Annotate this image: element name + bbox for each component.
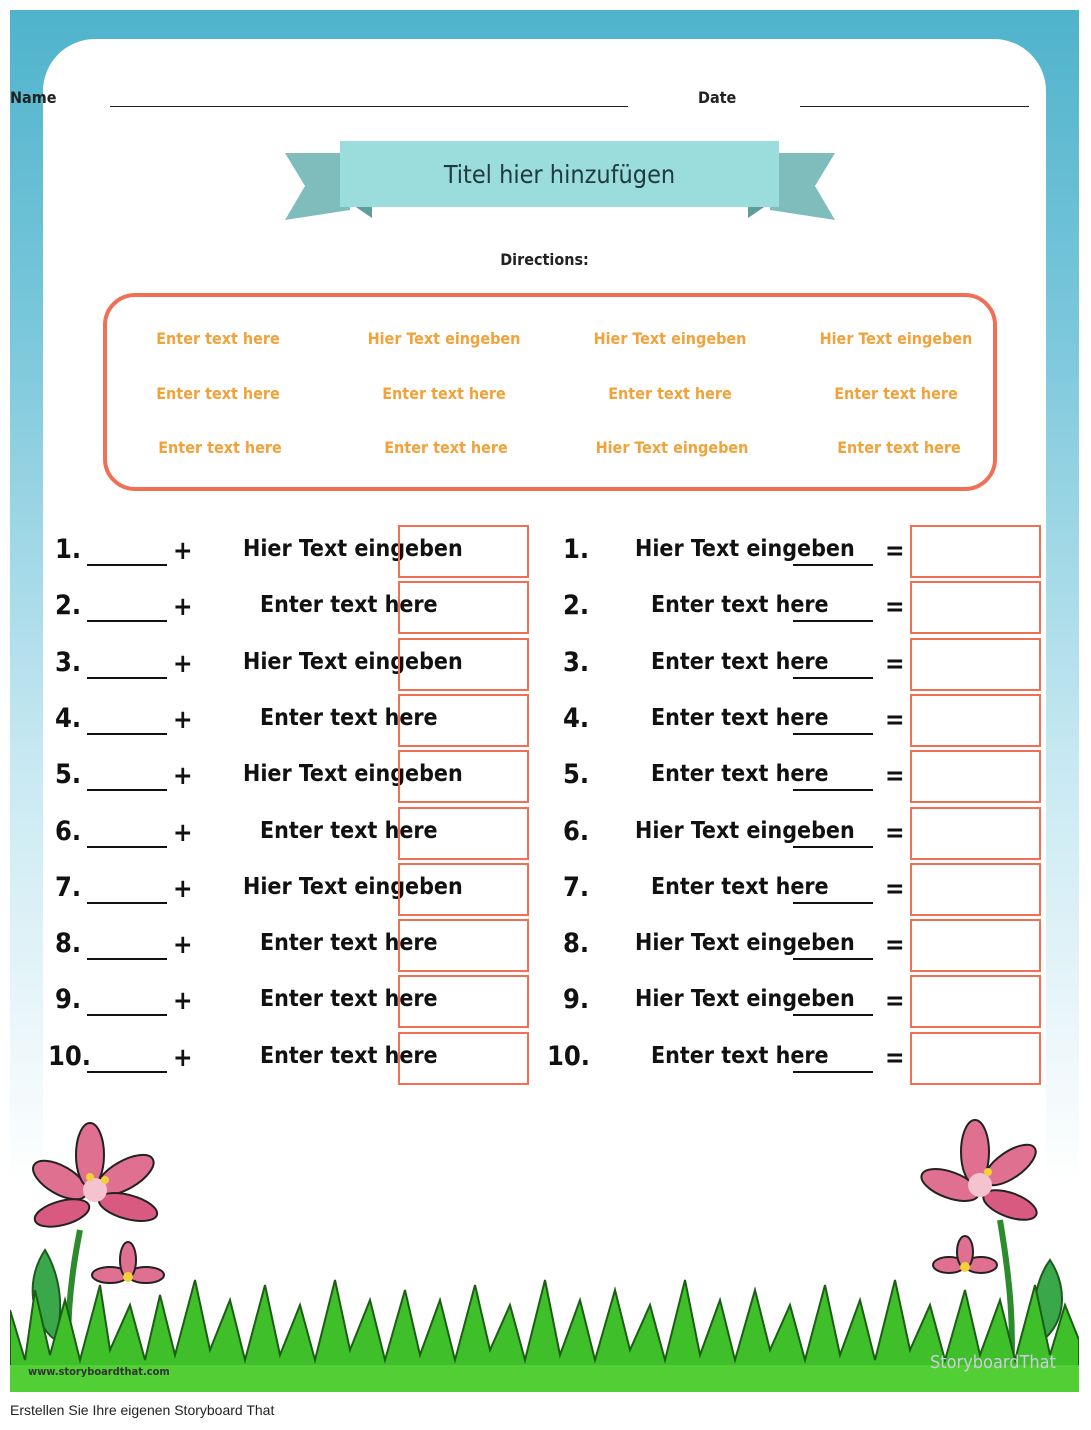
left-answer-box[interactable] <box>398 581 529 634</box>
word-bank-item[interactable]: Enter text here <box>608 384 732 403</box>
right-answer-blank[interactable] <box>793 733 873 735</box>
right-problem-text[interactable]: Enter text here <box>651 1042 829 1069</box>
word-bank-item[interactable]: Enter text here <box>384 438 508 457</box>
left-problem-number: 3. <box>55 646 82 678</box>
left-problem-text[interactable]: Enter text here <box>260 704 438 731</box>
word-bank-item[interactable]: Enter text here <box>158 438 282 457</box>
left-answer-box[interactable] <box>398 638 529 691</box>
right-answer-box[interactable] <box>910 525 1041 578</box>
right-answer-blank[interactable] <box>793 846 873 848</box>
right-problem-number: 10. <box>547 1040 591 1072</box>
equals-sign: = <box>885 704 905 735</box>
left-answer-box[interactable] <box>398 694 529 747</box>
equals-sign: = <box>885 761 905 792</box>
right-problem-text[interactable]: Hier Text eingeben <box>635 817 855 844</box>
left-answer-blank[interactable] <box>87 733 167 735</box>
plus-sign: + <box>173 1042 193 1073</box>
left-problem-text[interactable]: Enter text here <box>260 592 438 619</box>
equals-sign: = <box>885 1042 905 1073</box>
plus-sign: + <box>173 986 193 1017</box>
word-bank-item[interactable]: Enter text here <box>156 329 280 348</box>
right-answer-box[interactable] <box>910 919 1041 972</box>
watermark-left: www.storyboardthat.com <box>28 1365 170 1378</box>
equals-sign: = <box>885 986 905 1017</box>
right-problem-number: 8. <box>563 928 590 960</box>
worksheet <box>10 10 1079 1392</box>
right-problem-number: 1. <box>563 534 590 565</box>
left-answer-box[interactable] <box>398 975 529 1028</box>
date-line[interactable] <box>800 106 1029 107</box>
plus-sign: + <box>173 536 193 566</box>
left-problem-text[interactable]: Enter text here <box>260 930 438 957</box>
left-answer-box[interactable] <box>398 863 529 916</box>
left-answer-blank[interactable] <box>87 1014 167 1016</box>
right-answer-blank[interactable] <box>793 620 873 622</box>
date-label: Date <box>698 88 737 107</box>
left-answer-box[interactable] <box>398 750 529 803</box>
right-problem-number: 2. <box>563 590 590 622</box>
right-problem-text[interactable]: Enter text here <box>651 592 829 619</box>
word-bank-item[interactable]: Enter text here <box>156 384 280 403</box>
left-answer-box[interactable] <box>398 919 529 972</box>
directions-label: Directions: <box>500 250 589 269</box>
right-problem-text[interactable]: Enter text here <box>651 704 829 731</box>
right-answer-box[interactable] <box>910 638 1041 691</box>
left-problem-number: 10. <box>48 1040 92 1072</box>
word-bank-item[interactable]: Enter text here <box>837 438 961 457</box>
left-problem-text[interactable]: Enter text here <box>260 1042 438 1069</box>
equals-sign: = <box>885 930 905 961</box>
left-answer-blank[interactable] <box>87 677 167 679</box>
left-problem-number: 6. <box>55 815 82 847</box>
word-bank <box>103 293 997 491</box>
name-line[interactable] <box>110 106 628 107</box>
left-problem-number: 7. <box>55 871 82 903</box>
word-bank-item[interactable]: Hier Text eingeben <box>595 438 749 457</box>
right-answer-blank[interactable] <box>793 1071 873 1073</box>
right-problem-text[interactable]: Hier Text eingeben <box>635 986 855 1013</box>
right-answer-blank[interactable] <box>793 902 873 904</box>
equals-sign: = <box>885 817 905 848</box>
right-answer-box[interactable] <box>910 807 1041 860</box>
right-problem-number: 6. <box>563 815 590 847</box>
left-answer-box[interactable] <box>398 807 529 860</box>
word-bank-item[interactable]: Hier Text eingeben <box>367 329 521 348</box>
left-problem-number: 1. <box>55 534 82 565</box>
flowers-grass-illustration <box>10 1110 1079 1392</box>
right-answer-box[interactable] <box>910 750 1041 803</box>
equals-sign: = <box>885 648 905 679</box>
equals-sign: = <box>885 592 905 623</box>
plus-sign: + <box>173 648 193 679</box>
right-problem-number: 3. <box>563 646 590 678</box>
right-answer-box[interactable] <box>910 581 1041 634</box>
right-problem-number: 4. <box>563 702 590 734</box>
plus-sign: + <box>173 704 193 735</box>
left-problem-text[interactable]: Enter text here <box>260 986 438 1013</box>
left-problem-number: 4. <box>55 702 82 734</box>
left-answer-blank[interactable] <box>87 902 167 904</box>
left-problem-text[interactable]: Hier Text eingeben <box>243 873 463 900</box>
left-problem-text[interactable]: Enter text here <box>260 817 438 844</box>
right-answer-box[interactable] <box>910 863 1041 916</box>
plus-sign: + <box>173 761 193 792</box>
right-answer-blank[interactable] <box>793 958 873 960</box>
right-problem-text[interactable]: Hier Text eingeben <box>635 536 855 562</box>
word-bank-item[interactable]: Enter text here <box>382 384 506 403</box>
right-answer-blank[interactable] <box>793 789 873 791</box>
page-title[interactable]: Titel hier hinzufügen <box>340 141 779 207</box>
equals-sign: = <box>885 536 905 566</box>
left-answer-blank[interactable] <box>87 564 167 566</box>
left-answer-blank[interactable] <box>87 789 167 791</box>
plus-sign: + <box>173 930 193 961</box>
right-problem-number: 7. <box>563 871 590 903</box>
plus-sign: + <box>173 817 193 848</box>
left-problem-number: 8. <box>55 928 82 960</box>
left-problem-number: 5. <box>55 759 82 791</box>
right-problem-number: 5. <box>563 759 590 791</box>
footer-text: Erstellen Sie Ihre eigenen Storyboard That <box>10 1402 275 1418</box>
right-answer-blank[interactable] <box>793 1014 873 1016</box>
right-answer-box[interactable] <box>910 1032 1041 1085</box>
right-problem-number: 9. <box>563 984 590 1016</box>
left-answer-blank[interactable] <box>87 1071 167 1073</box>
right-problem-text[interactable]: Enter text here <box>651 648 829 675</box>
right-problem-text[interactable]: Enter text here <box>651 873 829 900</box>
name-label: Name <box>10 88 57 107</box>
right-problem-text[interactable]: Enter text here <box>651 761 829 788</box>
word-bank-item[interactable]: Hier Text eingeben <box>819 329 973 348</box>
left-problem-text[interactable]: Hier Text eingeben <box>243 648 463 675</box>
equals-sign: = <box>885 873 905 904</box>
left-answer-box[interactable] <box>398 525 529 578</box>
right-problem-text[interactable]: Hier Text eingeben <box>635 930 855 957</box>
word-bank-item[interactable]: Hier Text eingeben <box>593 329 747 348</box>
left-problem-text[interactable]: Hier Text eingeben <box>243 761 463 788</box>
plus-sign: + <box>173 592 193 623</box>
word-bank-item[interactable]: Enter text here <box>834 384 958 403</box>
right-answer-blank[interactable] <box>793 564 873 566</box>
right-answer-box[interactable] <box>910 694 1041 747</box>
left-answer-box[interactable] <box>398 1032 529 1085</box>
right-answer-blank[interactable] <box>793 677 873 679</box>
left-problem-number: 2. <box>55 590 82 622</box>
watermark-right: StoryboardThat <box>930 1352 1056 1373</box>
left-answer-blank[interactable] <box>87 620 167 622</box>
left-answer-blank[interactable] <box>87 958 167 960</box>
right-answer-box[interactable] <box>910 975 1041 1028</box>
left-problem-number: 9. <box>55 984 82 1016</box>
left-answer-blank[interactable] <box>87 846 167 848</box>
left-problem-text[interactable]: Hier Text eingeben <box>243 536 463 562</box>
plus-sign: + <box>173 873 193 904</box>
